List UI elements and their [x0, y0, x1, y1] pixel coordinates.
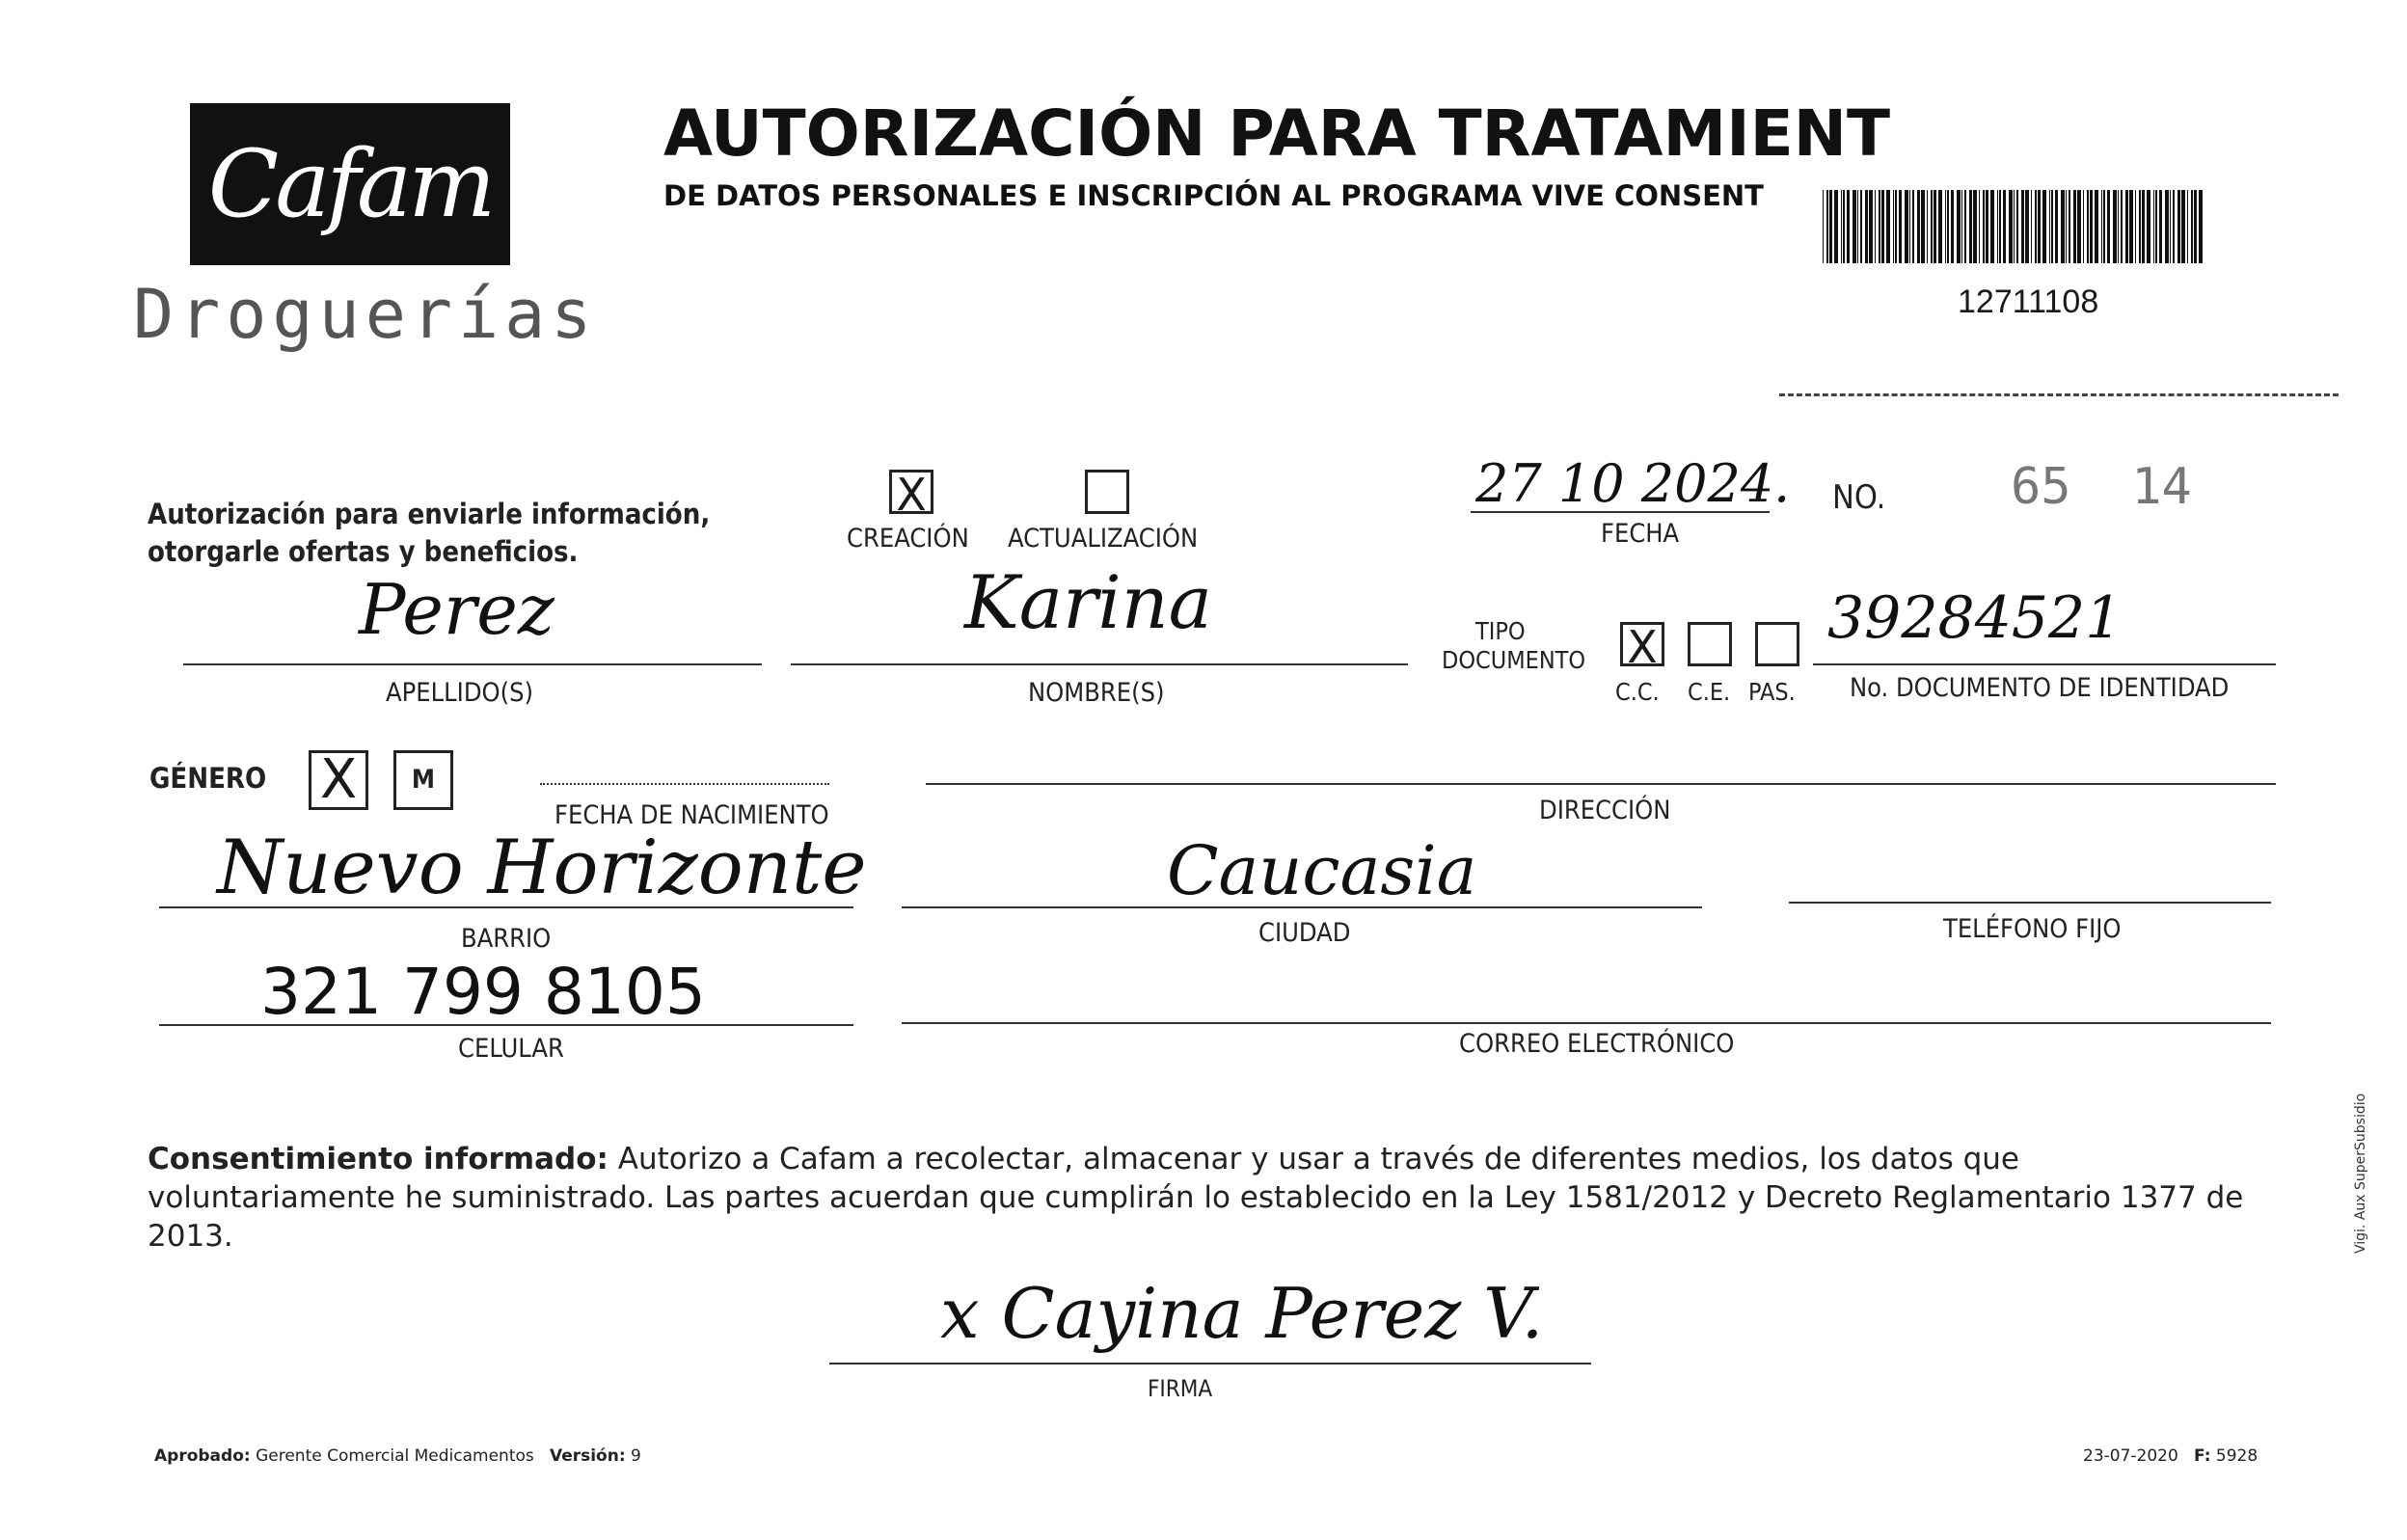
barcode-bar [1927, 190, 1928, 263]
barcode-bar [1834, 190, 1838, 263]
celular-label: CELULAR [458, 1034, 564, 1064]
checkbox-mark: X [319, 748, 358, 811]
actualizacion-checkbox[interactable] [1085, 470, 1129, 514]
barcode-bar [2103, 190, 2105, 263]
barcode-bar [1983, 190, 1985, 263]
barcode-bar [1917, 190, 1920, 263]
barcode-bar [2055, 190, 2058, 263]
ciudad-value[interactable]: Caucasia [1167, 831, 1477, 910]
barcode-bar [1931, 190, 1933, 263]
apellido-value[interactable]: Perez [359, 569, 554, 650]
barcode-bar [1961, 190, 1962, 263]
barcode-bar [2014, 190, 2015, 263]
barcode-bar [1938, 190, 1942, 263]
barcode-bar [1986, 190, 1988, 263]
barcode-bar [2051, 190, 2053, 263]
documento-label: No. DOCUMENTO DE IDENTIDAD [1850, 673, 2230, 703]
aprobado-value: Gerente Comercial Medicamentos [256, 1446, 534, 1466]
barcode-number: 12711108 [1958, 284, 2099, 320]
barcode-bar [2170, 190, 2171, 263]
barcode-bar [1921, 190, 1925, 263]
barcode-bar [1841, 190, 1842, 263]
nacimiento-line [540, 783, 829, 785]
barcode-bar [2021, 190, 2024, 263]
cc-checkbox[interactable] [1620, 621, 1664, 673]
barcode-bar [1860, 190, 1862, 263]
page-subtitle: DE DATOS PERSONALES E INSCRIPCIÓN AL PROGRAMA VIVE CONSENT [663, 179, 1764, 212]
barrio-value[interactable]: Nuevo Horizonte [217, 824, 867, 911]
barcode-bar [1893, 190, 1894, 263]
barcode-bar [2061, 190, 2065, 263]
ce-label: C.E. [1688, 678, 1731, 706]
barcode-bar [2159, 190, 2162, 263]
genero-m-checkbox[interactable] [393, 750, 453, 810]
fecha-value[interactable]: 27 10 2024. [1475, 453, 1791, 514]
consent-text: Autorizo a Cafam a recolectar, almacenar y usar a través de diferentes medios, los datos que voluntariamente he suministrado. Las partes acuerdan que cumplirán lo establecido en la Ley 1581/2012 y Decreto Reglamentario 1377 de 2013. [148, 1142, 2244, 1254]
barcode-bar [2177, 190, 2180, 263]
footer-aprobado [154, 1446, 641, 1466]
barcode-bar [1964, 190, 1966, 263]
version-value: 9 [631, 1446, 641, 1466]
creacion-checkbox[interactable] [889, 469, 933, 521]
barcode-bar [1869, 190, 1873, 263]
barcode-bar [2139, 190, 2141, 263]
barcode-bar [2101, 190, 2102, 263]
barcode-bar [2187, 190, 2188, 263]
barcode-bar [2095, 190, 2098, 263]
barcode-bar [1947, 190, 1949, 263]
barcode-bar [2038, 190, 2041, 263]
intro-line-2: otorgarle ofertas y beneficios. [148, 535, 579, 568]
genero-label: GÉNERO [149, 762, 267, 795]
barcode-bar [1875, 190, 1876, 263]
barcode-icon [1823, 190, 2204, 263]
ciudad-label: CIUDAD [1258, 918, 1351, 948]
fecha-label: FECHA [1601, 519, 1680, 549]
intro-line-1: Autorización para enviarle información, [148, 498, 711, 530]
barcode-bar [1945, 190, 1946, 263]
barcode-bar [2142, 190, 2145, 263]
pas-checkbox[interactable] [1755, 622, 1799, 666]
barcode-bar [2016, 190, 2018, 263]
pas-label: PAS. [1748, 678, 1796, 706]
barcode-bar [2155, 190, 2157, 263]
barcode-bar [2107, 190, 2110, 263]
page-title: AUTORIZACIÓN PARA TRATAMIENT [663, 96, 1891, 171]
celular-value[interactable]: 321 799 8105 [260, 955, 706, 1029]
documento-line [1813, 663, 2276, 665]
checkbox-mark: X [896, 469, 927, 521]
apellido-label: APELLIDO(S) [386, 678, 534, 708]
cafam-logo: Cafam [207, 130, 493, 238]
nombre-label: NOMBRE(S) [1028, 678, 1165, 708]
barcode-bar [2181, 190, 2185, 263]
barcode-bar [1957, 190, 1961, 263]
barcode-bar [1895, 190, 1897, 263]
checkbox-mark: X [1627, 621, 1658, 673]
correo-label: CORREO ELECTRÓNICO [1459, 1029, 1735, 1059]
barcode-bar [1997, 190, 1998, 263]
no-label: NO. [1832, 478, 1886, 517]
barcode-bar [2042, 190, 2046, 263]
barcode-bar [2073, 190, 2076, 263]
nombre-line [791, 663, 1408, 665]
barcode-bar [2009, 190, 2013, 263]
apellido-line [183, 663, 762, 665]
telefono-label: TELÉFONO FIJO [1943, 914, 2122, 944]
barcode-bar [1886, 190, 1890, 263]
signature-line [829, 1363, 1591, 1364]
aprobado-label: Aprobado: [154, 1446, 251, 1466]
barcode-bar [2087, 190, 2089, 263]
barcode-bar [2125, 190, 2128, 263]
genero-m-label: M [411, 765, 436, 795]
barcode-bar [1829, 190, 1832, 263]
barcode-bar [1973, 190, 1977, 263]
barcode-bar [1969, 190, 1972, 263]
barcode-bar [1934, 190, 1936, 263]
barcode-bar [2077, 190, 2081, 263]
barcode-bar [2069, 190, 2070, 263]
footer-code [2083, 1446, 2258, 1466]
direccion-line [926, 783, 2276, 785]
genero-f-checkbox[interactable] [309, 750, 368, 810]
telefono-line [1789, 902, 2271, 904]
cc-label: C.C. [1615, 678, 1660, 706]
barcode-bar [1857, 190, 1858, 263]
barcode-bar [1879, 190, 1880, 263]
tipo-label-2: DOCUMENTO [1442, 646, 1586, 674]
barcode-bar [2113, 190, 2117, 263]
fecha-line [1471, 511, 1770, 513]
barcode-bar [1899, 190, 1902, 263]
barcode-bar [2129, 190, 2133, 263]
version-label: Versión: [549, 1446, 626, 1466]
celular-line [159, 1024, 853, 1026]
barrio-label: BARRIO [461, 924, 552, 954]
creacion-label: CREACIÓN [847, 524, 969, 554]
signature-label: FIRMA [1148, 1375, 1213, 1402]
footer-date: 23-07-2020 [2083, 1446, 2178, 1466]
logo-subtitle: Droguerías [133, 275, 598, 354]
consent-heading: Consentimiento informado: [148, 1142, 609, 1176]
barcode-bar [2035, 190, 2037, 263]
no-value: 65 14 [2011, 458, 2192, 516]
tipo-label-1: TIPO [1475, 617, 1526, 645]
barcode-bar [1881, 190, 1884, 263]
barcode-bar [2165, 190, 2169, 263]
direccion-label: DIRECCIÓN [1539, 796, 1671, 825]
nacimiento-label: FECHA DE NACIMIENTO [554, 800, 829, 830]
barcode-bar [2090, 190, 2093, 263]
barcode-bar [1853, 190, 1856, 263]
barcode-bar [1951, 190, 1954, 263]
barcode-bar [2118, 190, 2119, 263]
ciudad-line [902, 906, 1702, 908]
barcode-bar [2083, 190, 2084, 263]
barcode-bar [1905, 190, 1908, 263]
documento-value[interactable]: 39284521 [1827, 584, 2123, 652]
barcode-bar [1912, 190, 1914, 263]
side-vertical-text: Vigi. Aux SuperSubsidio [2353, 1093, 2368, 1254]
dashed-divider [1779, 393, 2339, 396]
barcode-bar [1990, 190, 1994, 263]
barcode-bar [2003, 190, 2006, 263]
actualizacion-label: ACTUALIZACIÓN [1008, 524, 1199, 554]
f-value: 5928 [2215, 1446, 2258, 1466]
barcode-bar [2194, 190, 2197, 263]
consent-paragraph [148, 1140, 2259, 1256]
barcode-bar [2153, 190, 2154, 263]
signature-value[interactable]: x Cayina Perez V. [940, 1273, 1544, 1354]
nombre-value[interactable]: Karina [964, 559, 1212, 645]
barcode-bar [2121, 190, 2123, 263]
barcode-bar [1865, 190, 1868, 263]
barcode-bar [1909, 190, 1910, 263]
barrio-line [159, 906, 853, 908]
barcode-bar [2199, 190, 2203, 263]
barcode-bar [2031, 190, 2032, 263]
barcode-bar [1823, 190, 1824, 263]
barcode-bar [1843, 190, 1845, 263]
barcode-bar [1826, 190, 1828, 263]
barcode-bar [2147, 190, 2150, 263]
correo-line [902, 1022, 2271, 1024]
barcode-bar [2135, 190, 2136, 263]
barcode-bar [2191, 190, 2193, 263]
f-label: F: [2194, 1446, 2211, 1466]
barcode-bar [2025, 190, 2029, 263]
barcode-bar [2173, 190, 2175, 263]
barcode-bar [1847, 190, 1850, 263]
barcode-bar [2066, 190, 2067, 263]
ce-checkbox[interactable] [1688, 622, 1732, 666]
barcode-bar [2049, 190, 2050, 263]
barcode-bar [1999, 190, 2001, 263]
barcode-bar [1979, 190, 1980, 263]
